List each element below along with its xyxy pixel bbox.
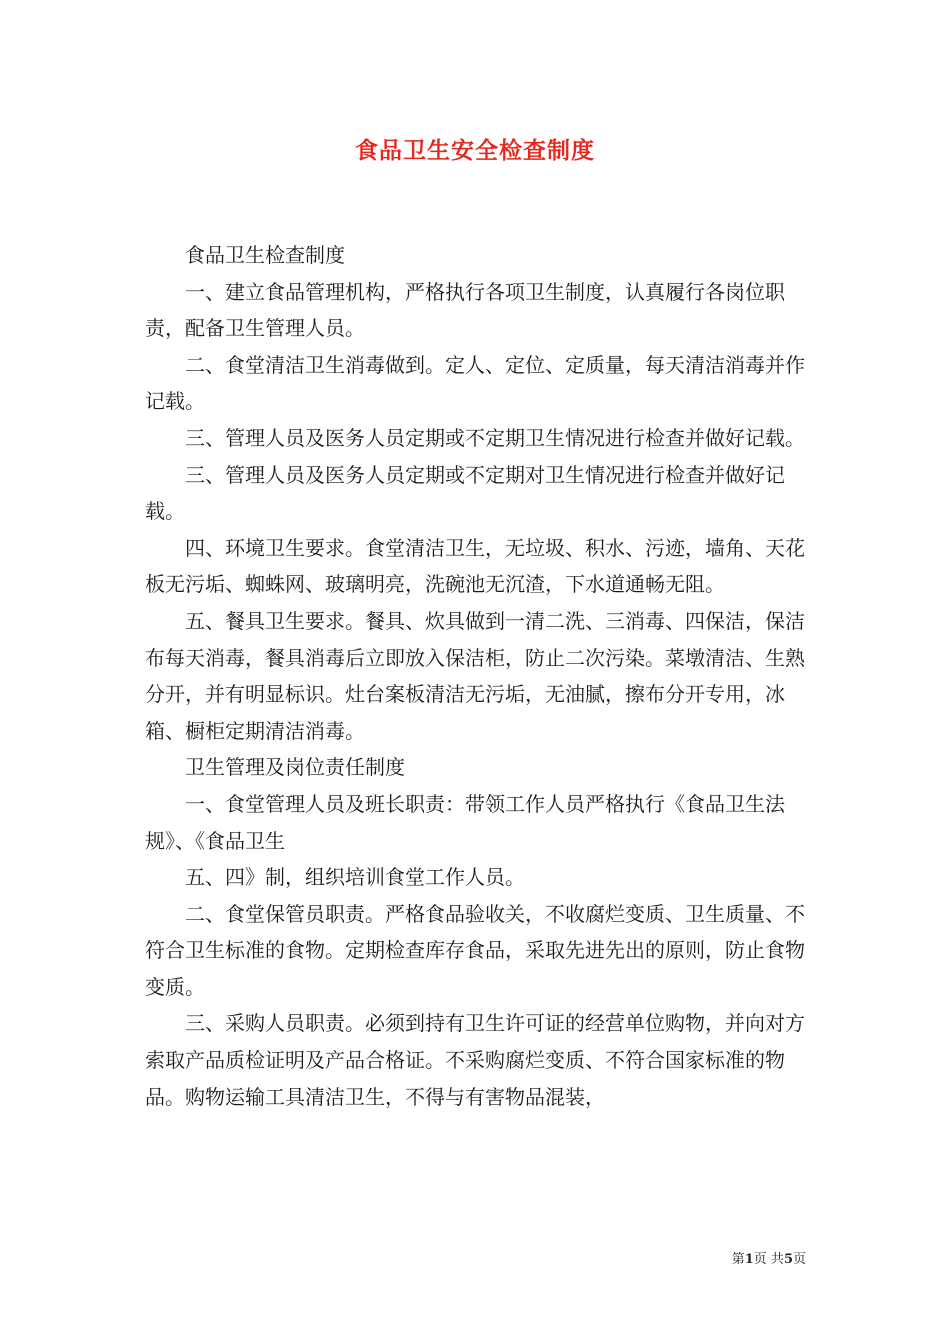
paragraph: 五、餐具卫生要求。餐具、炊具做到一清二洗、三消毒、四保洁，保洁布每天消毒，餐具消毒后立即放入保洁柜，防止二次污染。菜墩清洁、生熟分开，并有明显标识。灶台案板清洁无污垢，无油腻，擦布分开专用，冰箱、橱柜定期清洁消毒。 <box>145 608 805 743</box>
paragraph: 二、食堂清洁卫生消毒做到。定人、定位、定质量，每天清洁消毒并作记载。 <box>145 352 805 414</box>
paragraph: 四、环境卫生要求。食堂清洁卫生，无垃圾、积水、污迹，墙角、天花板无污垢、蜘蛛网、玻璃明亮，洗碗池无沉渣，下水道通畅无阻。 <box>145 535 805 597</box>
paragraph: 五、四》制，组织培训食堂工作人员。 <box>185 865 525 890</box>
paragraph: 一、建立食品管理机构，严格执行各项卫生制度，认真履行各岗位职责，配备卫生管理人员。 <box>145 279 785 341</box>
footer-page-number: 1 <box>744 1252 754 1267</box>
paragraph-section-heading: 食品卫生检查制度 <box>185 243 345 267</box>
document-body <box>145 237 817 1115</box>
paragraph-section-heading: 卫生管理及岗位责任制度 <box>185 755 405 780</box>
footer-middle: 页 共 <box>753 1252 784 1267</box>
paragraph: 三、采购人员职责。必须到持有卫生许可证的经营单位购物，并向对方索取产品质检证明及产品合格证。不采购腐烂变质、不符合国家标准的物品。购物运输工具清洁卫生，不得与有害物品混装， <box>145 1011 805 1109</box>
footer-total-pages: 5 <box>783 1252 793 1267</box>
paragraph: 一、食堂管理人员及班长职责：带领工作人员严格执行《食品卫生法规》、《食品卫生 <box>145 791 785 853</box>
document-title: 食品卫生安全检查制度 <box>355 137 595 164</box>
paragraph: 三、管理人员及医务人员定期或不定期对卫生情况进行检查并做好记载。 <box>145 462 785 524</box>
page-footer <box>732 1248 806 1267</box>
paragraph: 二、食堂保管员职责。严格食品验收关，不收腐烂变质、卫生质量、不符合卫生标准的食物。定期检查库存食品，采取先进先出的原则，防止食物变质。 <box>145 901 805 999</box>
footer-prefix: 第 <box>731 1252 745 1267</box>
footer-suffix: 页 <box>792 1252 806 1267</box>
paragraph: 三、管理人员及医务人员定期或不定期卫生情况进行检查并做好记载。 <box>185 425 805 450</box>
